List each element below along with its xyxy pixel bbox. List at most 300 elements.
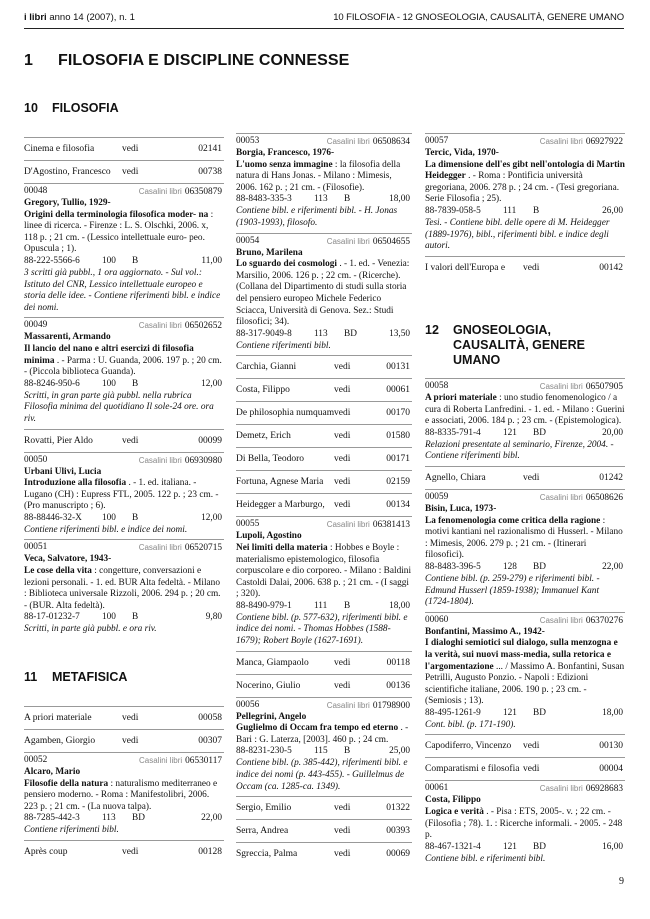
entry-header (236, 519, 412, 531)
section-title-line: GNOSEOLOGIA, (453, 323, 551, 337)
casalini-label: Casalini libri (138, 187, 182, 196)
binding: BD (533, 427, 546, 438)
entry-notes (24, 391, 224, 426)
entry-note: indice dei nomi (p. 443-455). - Guillelmus de (236, 770, 405, 781)
entry-title: A priori materiale (425, 393, 497, 403)
xref-name: Demetz, Erich (236, 431, 291, 442)
xref-name: Comparatismi e filosofia (425, 764, 520, 775)
entry-description: 2006. (178, 221, 200, 232)
entry-description: 126 p. ; 22 cm. - (Ricerche). (Collana del (236, 270, 401, 293)
entry-title: Nei limiti della materia (236, 542, 328, 553)
price: 18,00 (389, 600, 410, 611)
entry-note: Contiene riferimenti bibl. (236, 340, 331, 351)
entry-notes (24, 624, 224, 636)
page-count: 128 (503, 561, 517, 572)
isbn: 88-17-01232-7 (24, 612, 80, 623)
casalini-number: 06927922 (585, 137, 623, 147)
price: 9,80 (205, 612, 222, 623)
entry-author: Massarenti, Armando (24, 332, 111, 343)
entry-note: Robert Boyle (1627-1691). (263, 636, 364, 647)
entry-description: . - Bari : G. Laterza, [2003]. (236, 723, 409, 745)
entry-header (24, 455, 224, 467)
cross-reference[interactable] (236, 424, 412, 447)
xref-name: Capodiferro, Vincenzo (425, 741, 512, 752)
entry-body (24, 210, 224, 256)
entry-description: peo. Opuscula ; 1). (24, 232, 205, 255)
entry-body (24, 344, 224, 379)
cross-reference[interactable] (236, 355, 412, 378)
xref-vedi: vedi (523, 472, 540, 483)
xref-vedi: vedi (334, 500, 351, 511)
xref-code: 00142 (599, 262, 623, 273)
entry-body (425, 807, 625, 842)
casalini-code (540, 492, 623, 505)
xref-vedi: vedi (122, 167, 139, 177)
entry-body (24, 478, 224, 513)
casalini-label: Casalini libri (326, 520, 370, 530)
entry-description: 197 p. ; 20 cm. - (Piccola biblioteca Guanda). (24, 355, 222, 378)
page-count: 100 (102, 378, 116, 389)
xref-name: A priori materiale (24, 713, 92, 723)
xref-name: Fortuna, Agnese Maria (236, 477, 324, 488)
entry-title: e l'argomentazione (425, 649, 612, 672)
entry-body (236, 723, 412, 746)
entry-number: 00052 (24, 755, 48, 765)
price: 13,50 (389, 328, 410, 339)
entry-note: ora riv. (24, 402, 214, 424)
cross-reference[interactable] (24, 840, 224, 863)
isbn-row (425, 562, 625, 574)
entry-description: 294 p. ; 20 cm. - (BUR. Alta fedeltà). (24, 589, 221, 611)
entry-description: 638 p. ; 21 cm. - (I saggi ; 320). (236, 577, 410, 600)
entry-description: scientifiche italiane, 2006. (425, 684, 524, 695)
entry-number: 00055 (236, 519, 260, 530)
isbn: 88-317-9049-8 (236, 328, 292, 339)
entry-description: Marsilio, 2006. (236, 270, 294, 281)
entry-number: 00061 (425, 783, 449, 794)
entry-notes (425, 854, 625, 866)
entry-header (236, 136, 412, 148)
page-count: 111 (503, 205, 517, 216)
xref-code: 01242 (599, 472, 623, 483)
xref-vedi: vedi (334, 477, 351, 488)
entry-header (24, 186, 224, 198)
xref-vedi: vedi (334, 803, 351, 814)
xref-code: 00393 (386, 826, 410, 837)
xref-name: Agamben, Giorgio (24, 736, 96, 746)
entry-body (24, 779, 224, 814)
casalini-code (139, 542, 222, 555)
xref-name: Cinema e filosofia (24, 144, 95, 154)
entry-description: e lezioni personali. - 1. ed. BUR Alta fedeltà. (24, 566, 202, 588)
entry-note: Scritti, in parte già pubbl. e ora riv. (24, 624, 157, 635)
xref-code: 00130 (599, 741, 623, 752)
casalini-code (139, 186, 222, 199)
entry-author: Borgia, Francesco, 1976- (236, 148, 335, 158)
chapter-title: FILOSOFIA E DISCIPLINE CONNESSE (58, 52, 350, 69)
xref-name: Carchia, Gianni (236, 362, 297, 373)
binding: B (533, 205, 540, 216)
isbn: 88-222-5566-6 (24, 255, 80, 266)
entry-note: Contiene riferimenti bibl. (24, 825, 119, 836)
casalini-number: 06381413 (372, 520, 410, 531)
xref-name: Manca, Giampaolo (236, 657, 309, 668)
xref-name: D'Agostino, Francesco (24, 167, 111, 177)
entry-number: 00056 (236, 699, 260, 710)
entry-notes (425, 218, 625, 253)
xref-vedi: vedi (334, 680, 351, 691)
cross-reference[interactable] (24, 137, 224, 160)
entry-header (425, 492, 625, 504)
entry-note: Scritti, in gran parte già pubbl. nella rubrica (24, 390, 192, 401)
entry-author: Bonfantini, Massimo A., 1942- (425, 626, 545, 637)
page-count: 115 (314, 746, 328, 757)
xref-code: 02159 (386, 477, 410, 488)
entry-description: 162 p. ; 21 cm. - (Filosofie). (259, 182, 365, 193)
price: 12,00 (201, 378, 222, 389)
entry-description: : motivi kantiani nel razionalismo di Husserl. (425, 515, 606, 538)
entry-description: : congetture, conversazioni (94, 566, 195, 577)
entry-description: 279 p. ; 21 cm. - (Itinerari filosofici). (425, 538, 587, 561)
bibliographic-entry (24, 752, 224, 840)
page-count: 113 (314, 194, 328, 205)
bibliographic-entry (24, 539, 224, 639)
isbn-row (24, 612, 224, 624)
page-count: 100 (102, 612, 116, 623)
isbn-row (24, 813, 224, 825)
xref-name: Di Bella, Teodoro (236, 454, 305, 465)
entry-note: Contiene riferimenti bibl. e indice dei nomi. (24, 524, 188, 535)
entry-description: : linee di ricerca. - Firenze : L. S. Olschki, (24, 209, 214, 232)
page-count: 113 (102, 813, 116, 824)
cross-reference[interactable] (24, 729, 224, 752)
entry-author: Veca, Salvatore, 1943- (24, 554, 112, 565)
isbn-row (236, 746, 412, 758)
entry-description: gregoriana, 2006. (425, 182, 491, 193)
cross-reference[interactable] (236, 401, 412, 424)
entry-number: 00051 (24, 542, 48, 553)
entry-header (425, 136, 625, 148)
bibliographic-entry (236, 516, 412, 650)
cross-reference[interactable] (236, 378, 412, 401)
price: 22,00 (602, 561, 623, 572)
isbn: 88-8335-791-4 (425, 427, 481, 438)
casalini-code (540, 615, 623, 628)
isbn-row (425, 708, 625, 720)
xref-vedi: vedi (122, 846, 139, 857)
xref-vedi: vedi (334, 657, 351, 668)
isbn: 88-88446-32-X (24, 512, 82, 523)
entry-description: . - 1. ed. - Venezia: (339, 259, 410, 270)
entry-notes (425, 720, 625, 732)
entry-author: Pellegrini, Angelo (236, 711, 307, 722)
bibliographic-entry (425, 780, 625, 868)
entry-body (425, 638, 625, 708)
xref-vedi: vedi (334, 454, 351, 465)
page-count: 121 (503, 841, 517, 852)
xref-vedi: vedi (122, 144, 139, 154)
entry-header (24, 755, 224, 767)
bibliographic-entry (425, 378, 625, 466)
section-number: 12 (425, 323, 439, 337)
section-number: 11 (24, 670, 38, 684)
isbn: 88-8483-396-5 (425, 561, 481, 572)
entry-body (425, 516, 625, 562)
entry-notes (236, 206, 412, 229)
journal-info (24, 12, 135, 23)
entry-header (24, 320, 224, 332)
binding: BD (132, 813, 145, 824)
entry-title: Logica e verità (425, 807, 484, 818)
entry-description: . - Parma : U. Guanda, 2006. (56, 355, 164, 366)
entry-note: e storia delle idee. - Contiene riferimenti bibl. (24, 279, 203, 302)
entry-author: Bisin, Luca, 1973- (425, 503, 497, 514)
cross-reference[interactable] (425, 256, 625, 279)
casalini-label: Casalini libri (139, 756, 183, 765)
casalini-number: 06508634 (372, 137, 410, 147)
chapter-number: 1 (24, 52, 33, 69)
entry-title: Martin Heidegger (425, 159, 625, 182)
entry-description: : naturalismo mediterraneo (110, 778, 211, 789)
casalini-label: Casalini libri (326, 236, 370, 246)
casalini-number: 06502652 (184, 321, 222, 332)
xref-vedi: vedi (334, 362, 351, 373)
xref-code: 00118 (386, 657, 410, 668)
bibliographic-entry (236, 697, 412, 797)
xref-code: 00004 (599, 764, 623, 775)
entry-note: (1903-1993), filosofo. (236, 217, 318, 228)
entry-number: 00060 (425, 614, 449, 625)
entry-note: e indice dei nomi. (24, 291, 221, 313)
bibliographic-entry (236, 133, 412, 233)
entry-description: di Genova. Sez.: Studi filosofici; 34). (236, 305, 394, 328)
entry-description: di Hans Jonas. - Milano : Mimesis, 2006. (236, 171, 392, 193)
page-count: 111 (314, 600, 328, 611)
casalini-label: Casalini libri (539, 615, 583, 625)
isbn: 88-7285-442-3 (24, 813, 80, 824)
cross-reference[interactable] (236, 796, 412, 819)
binding: BD (533, 841, 546, 852)
entry-description: . - Roma : Pontificia università (468, 171, 583, 182)
casalini-code (327, 136, 410, 149)
entry-header (24, 542, 224, 554)
entry-note: Tesi. - Contiene bibl. delle opere di M. Heidegger (425, 217, 610, 228)
page-count: 113 (314, 328, 328, 339)
header-sections: 10 FILOSOFIA - 12 GNOSEOLOGIA, CAUSALITÀ, GENERE UMANO (333, 12, 624, 23)
xref-vedi: vedi (523, 741, 540, 752)
entry-number: 00057 (425, 136, 449, 146)
price: 11,00 (201, 255, 222, 266)
binding: B (132, 255, 139, 266)
entry-description: x, 118 p. ; 21 cm. - (Lessico intellettuale euro- (24, 221, 209, 243)
xref-vedi: vedi (334, 408, 351, 419)
entry-note: Contiene bibl. e riferimenti bibl. (425, 853, 546, 864)
entry-author: Costa, Filippo (425, 795, 481, 806)
entry-description: 278 p. ; 24 cm. - (Tesi gregoriana. Serie (425, 182, 620, 205)
casalini-code (540, 381, 623, 394)
xref-code: 00061 (386, 385, 410, 396)
section-10-heading (24, 101, 224, 116)
binding: BD (344, 328, 357, 339)
entry-notes (236, 613, 412, 648)
entry-note: Contiene bibl. (p. 577-632), riferimenti bibl. e (236, 612, 408, 623)
casalini-code (139, 755, 222, 768)
casalini-label: Casalini libri (539, 784, 583, 794)
entry-number: 00048 (24, 186, 48, 196)
xref-vedi: vedi (334, 385, 351, 396)
cross-reference[interactable] (425, 466, 625, 489)
entry-number: 00058 (425, 381, 449, 391)
entry-author: Lupoli, Agostino (236, 531, 302, 542)
xref-vedi: vedi (122, 736, 139, 746)
entry-author: Alcaro, Mario (24, 767, 81, 777)
binding: B (132, 612, 139, 623)
cross-reference[interactable] (236, 842, 412, 865)
cross-reference[interactable] (236, 651, 412, 674)
isbn-row (236, 194, 412, 206)
entry-description: e pensiero moderno. - Roma : Manifestolibri, (24, 778, 218, 801)
entry-note: Istituto del CNR, Lessico intellettuale europeo (24, 279, 197, 290)
entry-description: . - Pisa : ETS, 2005-. (486, 807, 565, 818)
entry-header (236, 236, 412, 248)
cross-reference[interactable] (24, 429, 224, 452)
xref-vedi: vedi (334, 826, 351, 837)
binding: BD (533, 707, 546, 718)
xref-name: Sergio, Emilio (236, 803, 292, 814)
entry-description: - Milano : Mimesis, 2006. (425, 527, 623, 549)
entry-notes (24, 525, 224, 537)
casalini-code (327, 700, 410, 713)
isbn-row (236, 601, 412, 613)
section-number: 10 (24, 101, 38, 115)
bibliographic-entry (425, 612, 625, 735)
cross-reference[interactable] (425, 757, 625, 780)
cross-reference[interactable] (236, 493, 412, 516)
xref-code: 02141 (198, 144, 222, 154)
xref-code: 00136 (386, 680, 410, 691)
page-count: 100 (102, 255, 116, 266)
isbn-row (425, 842, 625, 854)
entry-note: degli autori. (425, 229, 609, 252)
page-count: 100 (102, 512, 116, 523)
entry-description: : la filosofia della natura (236, 159, 401, 182)
entry-title: e la verità, sui nuovi mass-media, sulla retorica (425, 638, 618, 660)
entry-header (236, 700, 412, 712)
price: 18,00 (602, 707, 623, 718)
entry-author: Tercic, Vida, 1970- (425, 148, 499, 158)
cross-reference[interactable] (236, 819, 412, 842)
isbn: 88-8231-230-5 (236, 746, 292, 757)
casalini-number: 06508626 (585, 492, 623, 503)
xref-code: 00134 (386, 500, 410, 511)
entry-note: - Contiene riferimenti bibl. (425, 439, 614, 462)
entry-number: 00050 (24, 454, 48, 465)
xref-name: Sgreccia, Palma (236, 849, 298, 860)
casalini-label: Casalini libri (138, 543, 182, 553)
entry-note: Contiene bibl. (p. 385-442), riferimenti bibl. e (236, 758, 408, 769)
binding: B (344, 746, 351, 757)
journal-title: i libri (24, 12, 47, 23)
page-number: 9 (619, 876, 624, 887)
price: 16,00 (602, 841, 623, 852)
xref-code: 00128 (198, 846, 222, 857)
entry-header (425, 381, 625, 393)
casalini-number: 06350879 (184, 187, 222, 197)
cross-reference[interactable] (236, 470, 412, 493)
entry-note: Relazioni presentate al seminario, Firenze, 2004. (425, 439, 609, 450)
binding: BD (533, 561, 546, 572)
cross-reference[interactable] (236, 674, 412, 697)
entry-description: Susan Petrilli, Augusto Ponzio. - Napoli : Edizioni (425, 661, 625, 684)
entry-author: Urbani Ulivi, Lucia (24, 466, 102, 477)
entry-note: Occam (ca. 1285-ca. 1349). (236, 781, 341, 792)
cross-reference[interactable] (236, 447, 412, 470)
xref-code: 00171 (386, 454, 410, 465)
entry-body (425, 160, 625, 206)
xref-code: 00058 (198, 713, 222, 723)
entry-description: 122 p. ; 23 cm. - (Pro manuscripto ; 6). (24, 489, 219, 512)
entry-notes (24, 268, 224, 314)
entry-description: 460 p. ; 24 cm. (332, 734, 389, 745)
xref-code: 00170 (386, 408, 410, 419)
bibliographic-entry (236, 233, 412, 356)
isbn-row (236, 329, 412, 341)
xref-code: 00069 (386, 849, 410, 860)
cross-reference[interactable] (425, 734, 625, 757)
entry-description: / a cura di Roberta Lanfredini. - 1. ed. - Milano (425, 393, 618, 415)
bibliographic-entry (425, 133, 625, 256)
xref-code: 01322 (386, 803, 410, 814)
casalini-label: Casalini libri (138, 321, 182, 331)
entry-description: : Guerini e associati, 2006. (425, 404, 625, 427)
isbn: 88-467-1321-4 (425, 841, 481, 852)
cross-reference[interactable] (24, 706, 224, 729)
xref-code: 00099 (198, 435, 222, 446)
entry-description: Filosofia ; 25). (446, 194, 502, 205)
entry-notes (236, 758, 412, 793)
isbn-row (24, 513, 224, 525)
xref-vedi: vedi (523, 262, 540, 273)
price: 26,00 (602, 205, 623, 216)
entry-note: Contiene bibl. e riferimenti bibl. - H. Jonas (236, 206, 398, 217)
entry-notes (425, 574, 625, 609)
binding: B (132, 512, 139, 523)
entry-title: La fenomenologia come critica della ragione (425, 515, 601, 526)
entry-description: v. ; 22 cm. - (Filosofia ; 78). (425, 807, 611, 829)
cross-reference[interactable] (24, 160, 224, 183)
entry-description: - Milano : Biblioteca universale Rizzoli, 2006. (24, 577, 220, 600)
section-title: METAFISICA (52, 670, 128, 684)
casalini-number: 06370276 (585, 615, 623, 626)
entry-number: 00053 (236, 136, 260, 146)
entry-body (24, 566, 224, 612)
entry-header (425, 615, 625, 627)
entry-author: Gregory, Tullio, 1929- (24, 198, 111, 208)
entry-note: Filosofia minima del quotidiano Il sole-24 ore. (24, 402, 199, 413)
casalini-label: Casalini libri (326, 137, 370, 146)
bibliographic-entry (24, 452, 224, 540)
page-count: 121 (503, 707, 517, 718)
entry-note: (1889-1976), bibl., riferimenti bibl. e indice (425, 229, 588, 240)
entry-author: Bruno, Marilena (236, 247, 303, 258)
isbn-row (425, 206, 625, 218)
xref-vedi: vedi (122, 713, 139, 723)
entry-note: indice dei nomi. - Thomas Hobbes (1588-1679); (236, 624, 391, 647)
section-title-line: CAUSALITÀ, GENERE (453, 338, 585, 352)
bibliographic-entry (24, 317, 224, 428)
entry-title: Le cose della vita (24, 566, 92, 577)
casalini-number: 06530117 (185, 756, 222, 766)
